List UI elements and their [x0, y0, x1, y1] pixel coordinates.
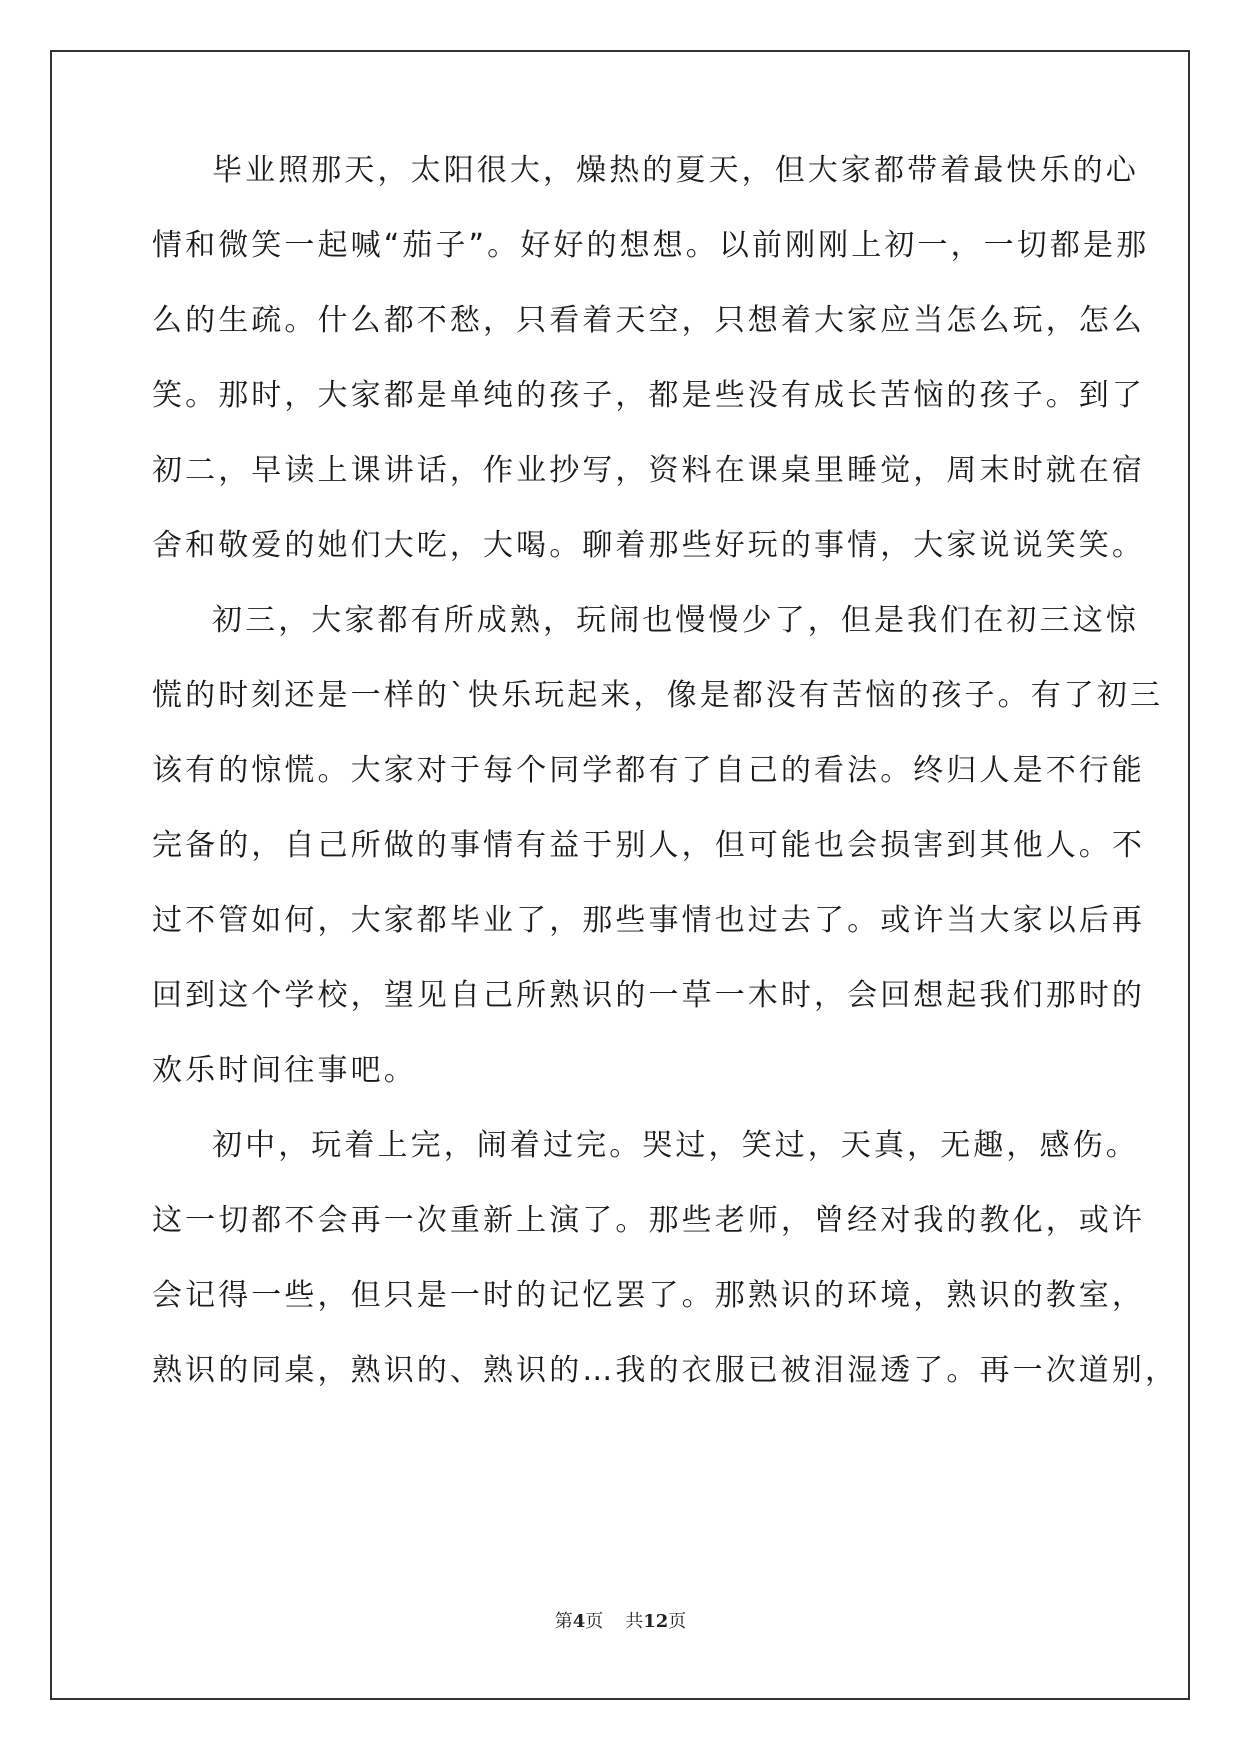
paragraph-1-line-5: 初二，早读上课讲话，作业抄写，资料在课桌里睡觉，周末时就在宿 — [152, 453, 1145, 488]
paragraph-2-line-2: 慌的时刻还是一样的`快乐玩起来，像是都没有苦恼的孩子。有了初三 — [152, 678, 1164, 713]
page-suffix: 页 — [585, 1611, 604, 1632]
page-current-number: 4 — [572, 1611, 586, 1632]
paragraph-3-line-2: 这一切都不会再一次重新上演了。那些老师，曾经对我的教化，或许 — [152, 1203, 1145, 1238]
paragraph-2-line-4: 完备的，自己所做的事情有益于别人，但可能也会损害到其他人。不 — [152, 828, 1145, 863]
paragraph-1-line-1: 毕业照那天，太阳很大，燥热的夏天，但大家都带着最快乐的心 — [212, 153, 1139, 188]
paragraph-2-line-1: 初三，大家都有所成熟，玩闹也慢慢少了，但是我们在初三这惊 — [212, 603, 1139, 638]
total-suffix: 页 — [668, 1611, 687, 1632]
paragraph-3-line-1: 初中，玩着上完，闹着过完。哭过，笑过，天真，无趣，感伤。 — [212, 1128, 1139, 1163]
paragraph-2-line-7: 欢乐时间往事吧。 — [152, 1053, 417, 1088]
paragraph-3-line-4: 熟识的同桌，熟识的、熟识的…我的衣服已被泪湿透了。再一次道别， — [152, 1353, 1179, 1388]
paragraph-1-line-3: 么的生疏。什么都不愁，只看着天空，只想着大家应当怎么玩，怎么 — [152, 303, 1145, 338]
paragraph-1-line-4: 笑。那时，大家都是单纯的孩子，都是些没有成长苦恼的孩子。到了 — [152, 378, 1145, 413]
page-footer — [0, 1607, 1241, 1633]
page-prefix: 第 — [554, 1611, 573, 1632]
paragraph-1-line-6: 舍和敬爱的她们大吃，大喝。聊着那些好玩的事情，大家说说笑笑。 — [152, 528, 1145, 563]
paragraph-3-line-3: 会记得一些，但只是一时的记忆罢了。那熟识的环境，熟识的教室， — [152, 1278, 1145, 1313]
total-prefix: 共 — [625, 1611, 644, 1632]
page-total-number: 12 — [643, 1611, 669, 1632]
paragraph-2-line-3: 该有的惊慌。大家对于每个同学都有了自己的看法。终归人是不行能 — [152, 753, 1145, 788]
paragraph-2-line-6: 回到这个学校，望见自己所熟识的一草一木时，会回想起我们那时的 — [152, 978, 1145, 1013]
paragraph-1-line-2: 情和微笑一起喊“茄子”。好好的想想。以前刚刚上初一，一切都是那 — [152, 228, 1150, 263]
paragraph-2-line-5: 过不管如何，大家都毕业了，那些事情也过去了。或许当大家以后再 — [152, 903, 1145, 938]
page-border — [50, 50, 1190, 1700]
